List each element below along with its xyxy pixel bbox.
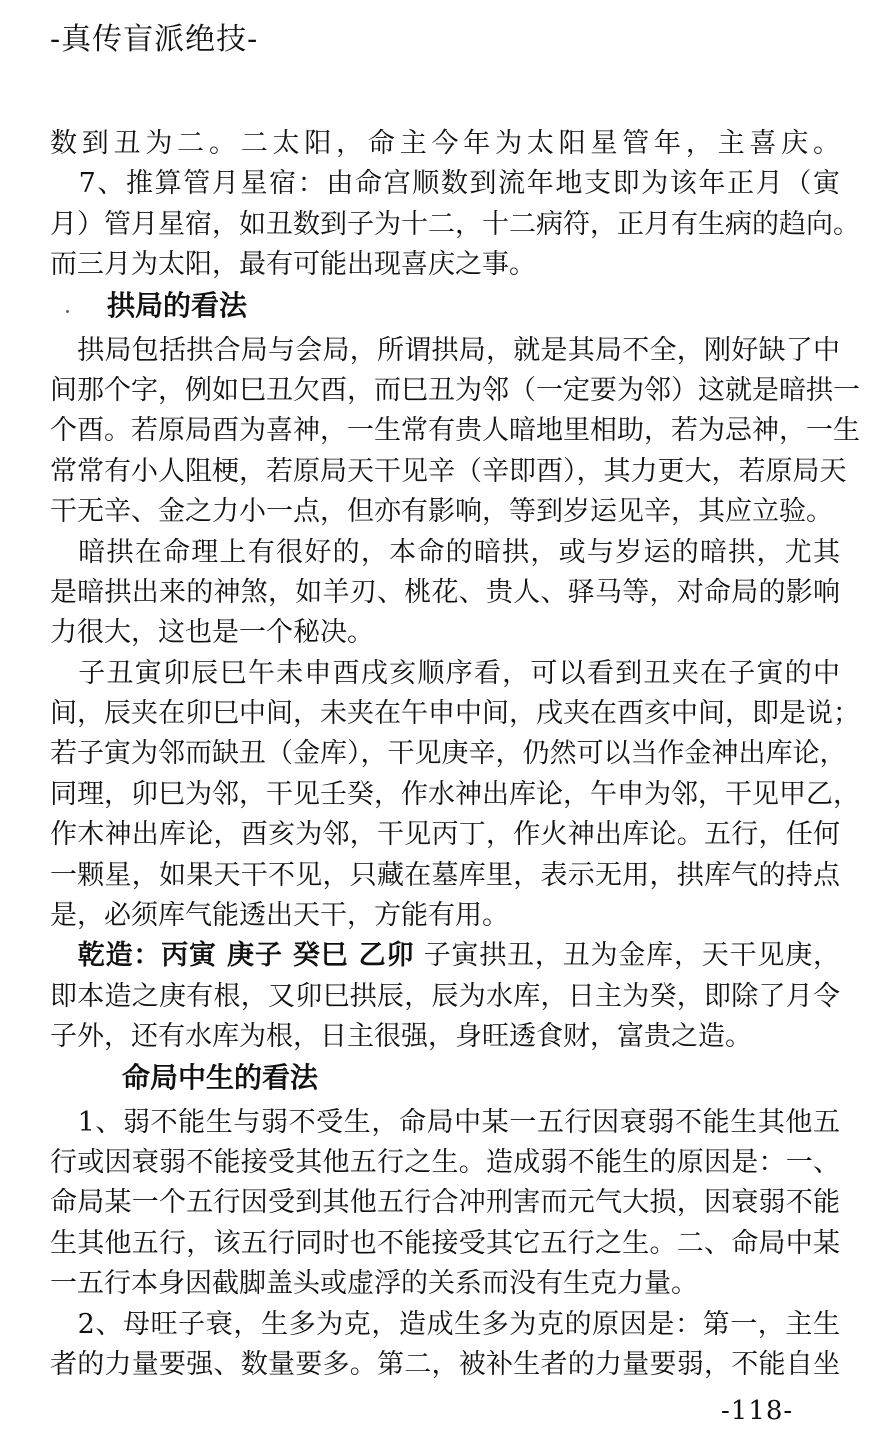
text-line: 子外，还有水库为根，日主很强，身旺透食财，富贵之造。 [50,1021,752,1053]
text-line: 命局某一个五行因受到其他五行合冲刑害而元气大损，因衰弱不能 [50,1187,840,1219]
section-heading-gongju: 拱局的看法 [107,288,248,322]
text-line: 力很大，这也是一个秘决。 [50,617,374,649]
text-line: 7、推算管月星宿：由命宫顺数到流年地支即为该年正月（寅 [50,168,840,200]
section-heading-mingju-sheng: 命局中生的看法 [122,1060,319,1094]
example-chart-pillars: 乾造：丙寅 庚子 癸巳 乙卯 [50,940,415,972]
text-line: 者的力量要强、数量要多。第二，被补生者的力量要弱，不能自坐 [50,1348,840,1380]
example-chart-line [50,936,840,976]
text-line: 2、母旺子衰，生多为克，造成生多为克的原因是：第一，主生 [50,1308,840,1340]
text-line: 暗拱在命理上有很好的，本命的暗拱，或与岁运的暗拱，尤其 [50,536,840,568]
text-line: 而三月为太阳，最有可能出现喜庆之事。 [50,249,536,281]
text-line: 生其他五行，该五行同时也不能接受其它五行之生。二、命局中某 [50,1227,840,1259]
text-line: 是暗拱出来的神煞，如羊刃、桃花、贵人、驿马等，对命局的影响 [50,576,840,608]
text-line: 若子寅为邻而缺丑（金库），干见庚辛，仍然可以当作金神出库论， [50,738,847,770]
text-line: 拱局包括拱合局与会局，所谓拱局，就是其局不全，刚好缺了中 [50,334,840,366]
text-line: 行或因衰弱不能接受其他五行之生。造成弱不能生的原因是：一、 [50,1146,840,1178]
example-chart-note: 子寅拱丑，丑为金库，天干见庚， [414,940,840,972]
text-line: 数到丑为二。二太阳，命主今年为太阳星管年，主喜庆。 [50,128,840,159]
text-line: 即本造之庚有根，又卯巳拱辰，辰为水库，日主为癸，即除了月令 [50,980,840,1012]
text-line: 常常有小人阻梗，若原局天干见辛（辛即酉），其力更大，若原局天 [50,455,847,487]
text-line: 间那个字，例如巳丑欠酉，而巳丑为邻（一定要为邻）这就是暗拱一 [50,374,860,406]
running-header: -真传盲派绝技- [50,22,259,57]
text-line: 子丑寅卯辰巳午未申酉戌亥顺序看，可以看到丑夹在子寅的中 [50,657,840,689]
text-line: 干无辛、金之力小一点，但亦有影响，等到岁运见辛，其应立验。 [50,496,833,528]
text-line: 个酉。若原局酉为喜神，一生常有贵人暗地里相助，若为忌神，一生 [50,415,860,447]
text-line: 间，辰夹在卯巳中间，未夹在午申中间，戌夹在酉亥中间，即是说； [50,698,860,730]
text-line: 作木神出库论，酉亥为邻，干见丙丁，作火神出库论。五行，任何 [50,819,840,851]
text-line: 一颗星，如果天干不见，只藏在墓库里，表示无用，拱库气的持点 [50,859,840,891]
page-number: -118- [721,1396,794,1426]
text-line: 1、弱不能生与弱不受生，命局中某一五行因衰弱不能生其他五 [50,1106,840,1138]
text-line: 月）管月星宿，如丑数到子为十二，十二病符，正月有生病的趋向。 [50,208,860,240]
text-line: 同理，卯巳为邻，干见壬癸，作水神出库论，午申为邻，干见甲乙， [50,778,860,810]
text-line: 一五行本身因截脚盖头或虚浮的关系而没有生克力量。 [50,1268,698,1300]
text-line: 是，必须库气能透出天干，方能有用。 [50,900,509,932]
page-body [50,124,860,1385]
